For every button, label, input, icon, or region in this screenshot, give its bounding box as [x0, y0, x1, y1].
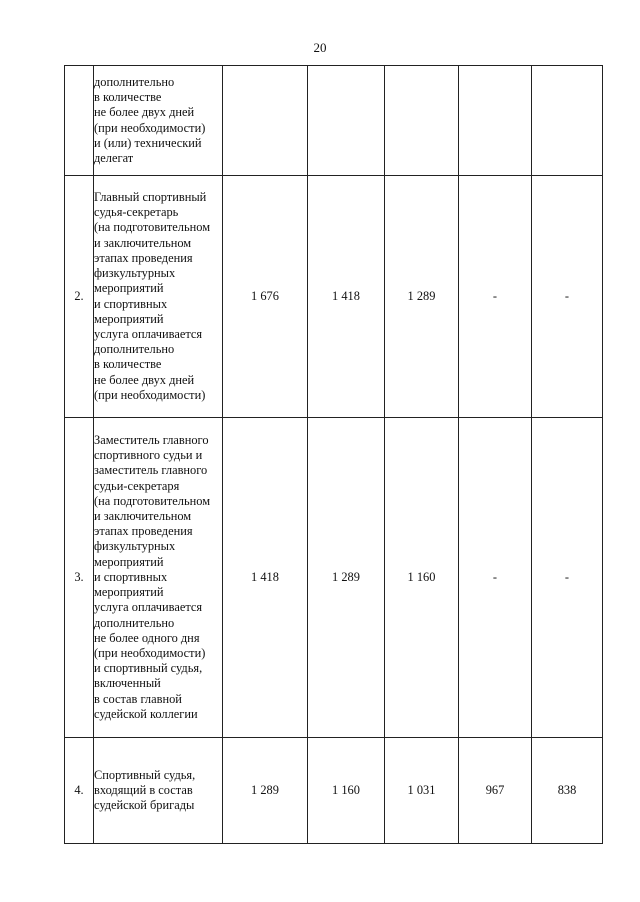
- description-line: этапах проведения: [94, 250, 193, 265]
- rate-cell: -: [459, 176, 532, 418]
- description-line: входящий в состав: [94, 782, 193, 797]
- description-line: дополнительно: [94, 615, 175, 630]
- description-line: и спортивных: [94, 569, 168, 584]
- description-line: (при необходимости): [94, 120, 206, 135]
- description-line: (при необходимости): [94, 645, 206, 660]
- position-description: [94, 418, 223, 738]
- description-line: судья-секретарь: [94, 205, 179, 220]
- description-line: судейской коллегии: [94, 706, 198, 721]
- rate-cell: [308, 66, 385, 176]
- rate-cell: [385, 66, 459, 176]
- position-description: [94, 66, 223, 176]
- description-line: мероприятий: [94, 311, 164, 326]
- description-line: заместитель главного: [94, 463, 208, 478]
- description-line: включенный: [94, 676, 161, 691]
- rate-cell: 1 160: [308, 738, 385, 844]
- rate-cell: -: [459, 418, 532, 738]
- description-line: мероприятий: [94, 554, 164, 569]
- description-line: Главный спортивный: [94, 190, 207, 205]
- description-line: мероприятий: [94, 281, 164, 296]
- description-line: и заключительном: [94, 509, 192, 524]
- description-line: (на подготовительном: [94, 220, 211, 235]
- rate-cell: 1 289: [223, 738, 308, 844]
- rate-cell: 1 418: [308, 176, 385, 418]
- rate-cell: 967: [459, 738, 532, 844]
- description-line: не более двух дней: [94, 372, 195, 387]
- description-line: (при необходимости): [94, 387, 206, 402]
- rates-table: [64, 65, 603, 844]
- position-description: [94, 176, 223, 418]
- description-line: не более двух дней: [94, 105, 195, 120]
- rate-cell: [223, 66, 308, 176]
- table-row: [65, 176, 603, 418]
- description-line: и (или) технический: [94, 135, 202, 150]
- table-row: [65, 66, 603, 176]
- description-line: Спортивный судья,: [94, 767, 196, 782]
- description-line: дополнительно: [94, 74, 175, 89]
- description-line: и спортивный судья,: [94, 661, 203, 676]
- rate-cell: 1 676: [223, 176, 308, 418]
- row-number: 4.: [65, 738, 94, 844]
- description-line: мероприятий: [94, 585, 164, 600]
- description-line: и спортивных: [94, 296, 168, 311]
- description-line: не более одного дня: [94, 630, 200, 645]
- description-line: в состав главной: [94, 691, 182, 706]
- row-number: 2.: [65, 176, 94, 418]
- description-line: судьи-секретаря: [94, 478, 180, 493]
- description-line: дополнительно: [94, 342, 175, 357]
- description-line: физкультурных: [94, 539, 176, 554]
- rate-cell: -: [532, 176, 603, 418]
- description-line: и заключительном: [94, 235, 192, 250]
- row-number: [65, 66, 94, 176]
- description-line: судейской бригады: [94, 798, 195, 813]
- description-line: физкультурных: [94, 266, 176, 281]
- rate-cell: 1 289: [308, 418, 385, 738]
- rate-cell: 1 289: [385, 176, 459, 418]
- description-line: спортивного судьи и: [94, 448, 203, 463]
- rate-cell: 1 031: [385, 738, 459, 844]
- table-row: [65, 738, 603, 844]
- row-number: 3.: [65, 418, 94, 738]
- rate-cell: 838: [532, 738, 603, 844]
- rate-cell: 1 418: [223, 418, 308, 738]
- position-description: [94, 738, 223, 844]
- description-line: делегат: [94, 150, 134, 165]
- table-row: [65, 418, 603, 738]
- description-line: в количестве: [94, 90, 162, 105]
- description-line: Заместитель главного: [94, 433, 209, 448]
- description-line: в количестве: [94, 357, 162, 372]
- page-number: 20: [313, 40, 327, 55]
- rate-cell: [459, 66, 532, 176]
- rate-cell: 1 160: [385, 418, 459, 738]
- description-line: услуга оплачивается: [94, 600, 203, 615]
- description-line: (на подготовительном: [94, 493, 211, 508]
- rate-cell: [532, 66, 603, 176]
- description-line: услуга оплачивается: [94, 326, 203, 341]
- rate-cell: -: [532, 418, 603, 738]
- description-line: этапах проведения: [94, 524, 193, 539]
